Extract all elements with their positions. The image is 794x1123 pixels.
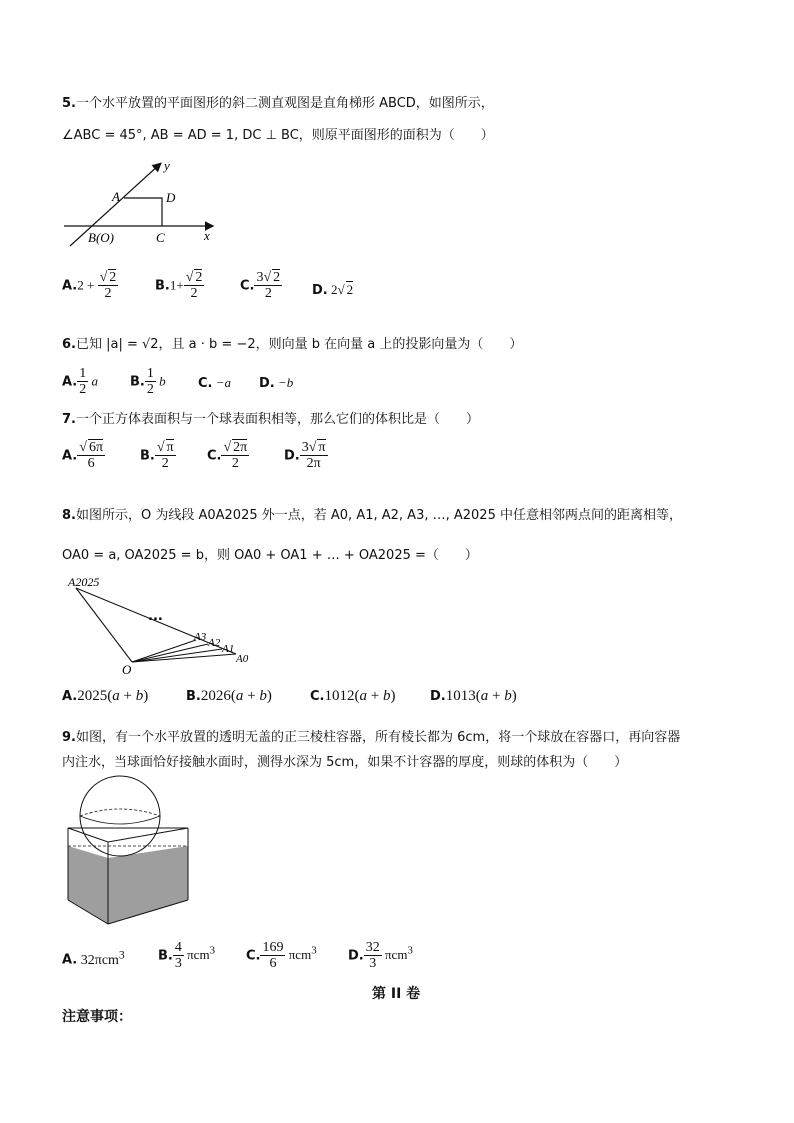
q8-line1 xyxy=(62,504,682,523)
q5-number: 5. xyxy=(62,96,76,111)
q9-water xyxy=(68,846,188,924)
q9-option-a[interactable]: A. 32πcm$^3$ xyxy=(62,948,125,968)
q8-label-a2: A2 xyxy=(208,637,221,649)
q5-label-c: C xyxy=(156,230,165,245)
q8-option-c[interactable]: C.1012(a + b) xyxy=(310,688,396,704)
q7-number: 7. xyxy=(62,412,76,427)
q5-option-c[interactable]: C. $\frac{3√ 2}{2}$ xyxy=(240,270,281,302)
q9-line1 xyxy=(62,726,680,745)
q5-label-y: y xyxy=(164,158,170,173)
q7-option-d[interactable]: D. $\frac{3√ \pi}{2\pi}$ xyxy=(284,440,326,472)
q8-label-a0: A0 xyxy=(236,653,249,665)
q5-option-a[interactable]: A.2 + $\frac{√ 2}{2}$ xyxy=(62,270,117,302)
q9-number: 9. xyxy=(62,730,76,745)
q7-option-a[interactable]: A. $\frac{√ 6\pi}{6}$ xyxy=(62,440,104,472)
q5-label-bo: B(O) xyxy=(88,230,114,245)
q5-label-a: A xyxy=(112,189,120,204)
q5-label-x: x xyxy=(204,228,210,243)
q6-text-1: 已知 |a| = √2，且 a · b = −2，则向量 b 在向量 a 上的投影向量为（ ） xyxy=(75,337,523,352)
q5-label-d: D xyxy=(166,190,176,205)
q8-label-a3: A3 xyxy=(194,631,207,643)
q5-y-axis xyxy=(70,164,160,246)
q9-figure xyxy=(62,774,192,930)
q9-option-d[interactable]: D. $\frac{32}{3}$ πcm$^3$ xyxy=(348,940,413,972)
notes-title: 注意事项： xyxy=(62,1009,132,1025)
q6-number: 6. xyxy=(62,337,76,352)
q9-sphere-equator-back xyxy=(80,809,160,816)
q5-option-b[interactable]: B.1+ $\frac{√ 2}{2}$ xyxy=(155,270,203,302)
q8-option-d[interactable]: D.1013(a + b) xyxy=(430,688,517,704)
q9-option-c[interactable]: C. $\frac{169}{6}$ πcm$^3$ xyxy=(246,940,317,972)
q8-segment-o-a3 xyxy=(132,640,196,662)
q9-sphere-equator xyxy=(80,816,160,824)
q8-option-b[interactable]: B.2026(a + b) xyxy=(186,688,272,704)
q7-option-b[interactable]: B. $\frac{√ \pi}{2}$ xyxy=(140,440,174,472)
q9-sphere xyxy=(80,776,160,856)
q8-figure xyxy=(62,574,262,678)
q5-line2: ∠ABC = 45°, AB = AD = 1, DC ⊥ BC，则原平面图形的面积为（ ） xyxy=(62,128,494,143)
q8-dots: ... xyxy=(148,609,163,624)
q6-option-a[interactable]: A. $\frac{1}{2}$ a xyxy=(62,366,98,398)
section-title: 第 II 卷 xyxy=(372,986,421,1002)
q9-option-b[interactable]: B. $\frac{4}{3}$ πcm$^3$ xyxy=(158,940,215,972)
q8-text-1: 如图所示，O 为线段 A0A2025 外一点，若 A0, A1, A2, A3, …, A2025 中任意相邻两点间的距离相等， xyxy=(75,508,682,523)
q7-option-c[interactable]: C. $\frac{√ 2\pi}{2}$ xyxy=(207,440,248,472)
q8-number: 8. xyxy=(62,508,76,523)
q9-text-1: 如图，有一个水平放置的透明无盖的正三棱柱容器，所有棱长都为 6cm，将一个球放在容器口，再向容器 xyxy=(75,730,681,745)
q5-text-1: 一个水平放置的平面图形的斜二测直观图是直角梯形 ABCD，如图所示， xyxy=(75,96,494,111)
q8-option-a[interactable]: A.2025(a + b) xyxy=(62,688,149,704)
q9-line2: 内注水，当球面恰好接触水面时，测得水深为 5cm，如果不计容器的厚度，则球的体积为（ ） xyxy=(62,755,628,770)
q8-line2: OA0 = a, OA2025 = b，则 OA0 + OA1 + … + OA2025 =（ ） xyxy=(62,548,478,563)
q5-trapezoid-edges xyxy=(124,198,162,226)
q6-option-c[interactable]: C. −a xyxy=(198,375,232,391)
q8-label-a2025: A2025 xyxy=(68,575,100,589)
q6-line1 xyxy=(62,333,522,352)
q9-prism-top xyxy=(68,828,188,842)
q7-text-1: 一个正方体表面积与一个球表面积相等，那么它们的体积比是（ ） xyxy=(75,412,479,427)
q5-figure xyxy=(60,158,230,250)
q6-option-b[interactable]: B. $\frac{1}{2}$ b xyxy=(130,366,166,398)
q5-option-d[interactable]: D. 2√ 2 xyxy=(312,282,354,298)
q6-option-d[interactable]: D. −b xyxy=(259,375,294,391)
q7-line1 xyxy=(62,408,479,427)
q5-line1 xyxy=(62,92,494,111)
q8-label-o: O xyxy=(122,662,132,677)
q8-label-a1: A1 xyxy=(222,643,235,655)
